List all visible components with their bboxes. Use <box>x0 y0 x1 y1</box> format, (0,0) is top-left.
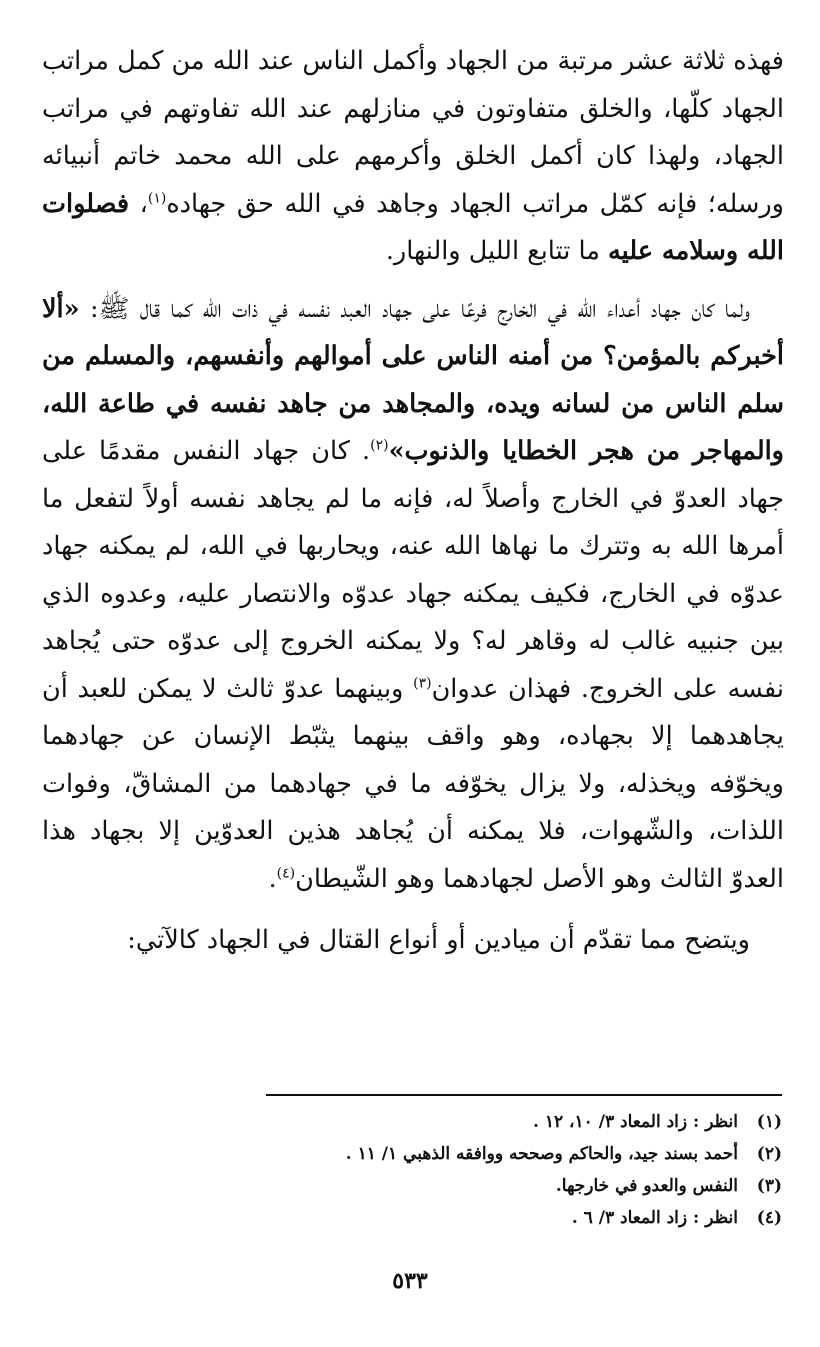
footnote-divider <box>266 1094 782 1096</box>
footnote-number: (٢) <box>756 1144 782 1164</box>
footnote-text: النفس والعدو في خارجها. <box>555 1176 738 1196</box>
paragraph-2-body: . كان جهاد النفس مقدمًا على جهاد العدوّ في الخارج وأصلاً له، فإنه ما لم يجاهد نفسه أولاً لتفعل ما أمرها الله به وتترك ما نهاها الله عنه، ويحاربها في الله، لم يمكنه جهاد عدوّه في الخارج، فكيف يمكنه جهاد عدوّه والانتصار عليه، وعدوه الذي بين جنبيه غالب له وقاهر له؟ ولا يمكنه الخروج إلى عدوّه حتى يُجاهد نفسه على الخروج. فهذان عدوان <box>42 436 784 704</box>
footnote-2 <box>182 1138 782 1170</box>
footnote-number: (٤) <box>756 1208 782 1228</box>
main-text <box>42 38 784 965</box>
footnote-1 <box>182 1106 782 1138</box>
page-number: ٥٣٣ <box>392 1268 428 1294</box>
footnote-ref-1: (١) <box>147 190 167 206</box>
footnote-ref-2: (٢) <box>370 437 389 454</box>
footnote-number: (٣) <box>756 1176 782 1196</box>
footnotes-list <box>182 1106 782 1234</box>
paragraph-1-end: ما تتابع الليل والنهار. <box>385 236 609 266</box>
paragraph-2-continuation: وبينهما عدوّ ثالث لا يمكن للعبد أن يجاهدهما إلا بجهاده، وهو واقف بينهما يثبّط الإنسان عن جهادهما ويخوّفه ويخذله، ولا يزال يخوّفه ما في جهادهما من المشاقّ، وفوات اللذات، والشّهوات، فلا يمكنه أن يُجاهد هذين العدوّين إلا بجهاد هذا العدوّ الثالث وهو الأصل لجهادهما وهو الشّيطان <box>42 673 784 894</box>
footnote-3 <box>182 1170 782 1202</box>
paragraph-2 <box>42 286 784 904</box>
paragraph-1 <box>42 38 784 276</box>
footnote-ref-3: (٣) <box>413 675 432 691</box>
footnote-text: أحمد بسند جيد، والحاكم وصححه ووافقه الذهبي ١/ ١١ . <box>345 1144 738 1164</box>
footnote-ref-4: (٤) <box>276 865 296 881</box>
footnote-4 <box>182 1202 782 1234</box>
paragraph-2-end: . <box>268 863 277 894</box>
footnote-text: انظر : زاد المعاد ٣/ ٦ . <box>571 1208 738 1228</box>
paragraph-1-text: فهذه ثلاثة عشر مرتبة من الجهاد وأكمل الناس عند الله من كمل مراتب الجهاد كلّها، والخلق متفاوتون في منازلهم عند الله تفاوتهم في مراتب الجهاد، ولهذا كان أكمل الخلق وأكرمهم على الله محمد خاتم أنبيائه ورسله؛ فإنه كمّل مراتب الجهاد وجاهد في الله حق جهاده <box>42 46 784 219</box>
hadith-quote: «ألا أخبركم بالمؤمن؟ من أمنه الناس على أموالهم وأنفسهم، والمسلم من سلم الناس من لسانه ويده، والمجاهد من جاهد نفسه في طاعة الله، والمهاجر من هجر الخطايا والذنوب» <box>42 293 784 466</box>
paragraph-2-intro: ولما كان جهاد أعداء الله في الخارج فرعًا على جهاد العبد نفسه في ذات الله كما قال ﷺ: <box>79 293 750 324</box>
paragraph-1-bold: فصلوات الله وسلامه عليه <box>42 188 784 266</box>
footnote-text: انظر : زاد المعاد ٣/ ١٠، ١٢ . <box>533 1112 738 1132</box>
footnote-number: (١) <box>756 1112 782 1132</box>
paragraph-1-separator: ، <box>129 188 148 219</box>
paragraph-3: ويتضح مما تقدّم أن ميادين أو أنواع القتال في الجهاد كالآتي: <box>127 925 750 955</box>
